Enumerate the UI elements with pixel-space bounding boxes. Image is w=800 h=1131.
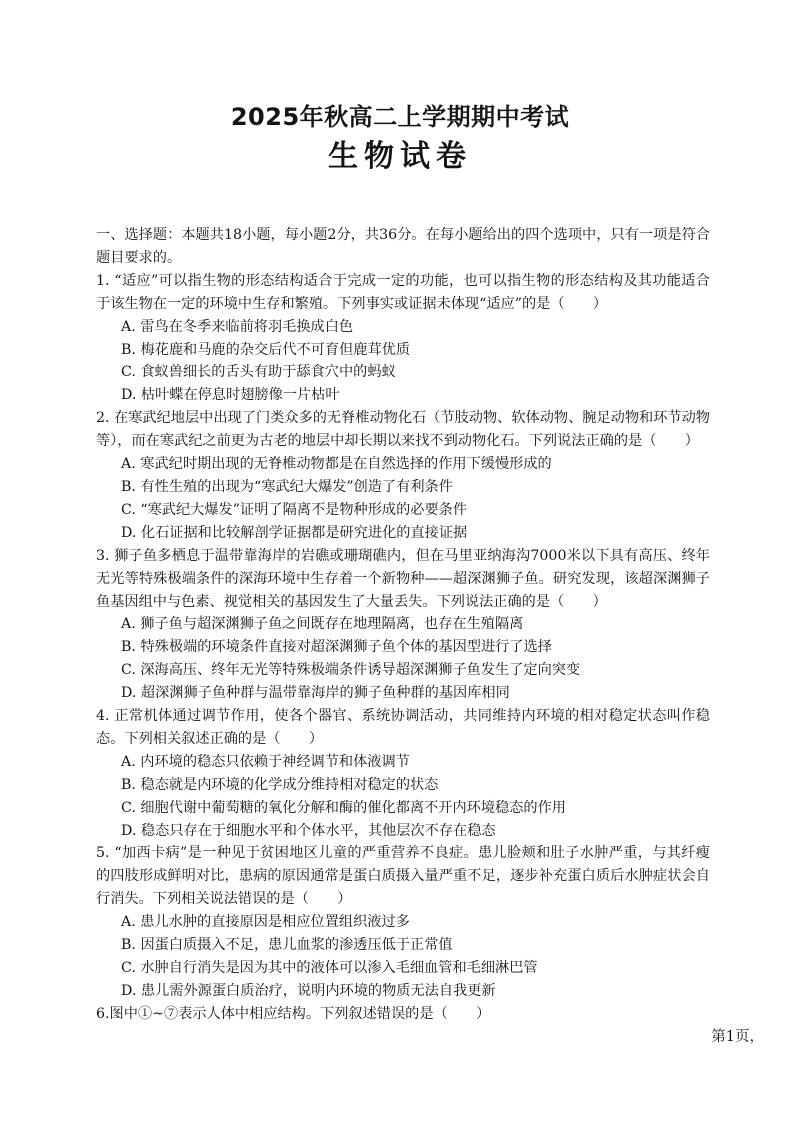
question-section [96, 224, 710, 1026]
question-stem: 3. 狮子鱼多栖息于温带靠海岸的岩礁或珊瑚礁内，但在马里亚纳海沟7000米以下具有高压、终年无光等特殊极端条件的深海环境中生存着一个新物种——超深渊狮子鱼。研究发现，该超深渊狮子鱼基因组中与色素、视觉相关的基因发生了大量丢失。下列说法正确的是（ ） [96, 547, 710, 610]
option-b: B. 有性生殖的出现为“寒武纪大爆发”创造了有利条件 [121, 478, 453, 495]
option-b: B. 特殊极端的环境条件直接对超深渊狮子鱼个体的基因型进行了选择 [121, 639, 552, 656]
option-a: A. 内环境的稳态只依赖于神经调节和体液调节 [121, 753, 410, 770]
option-c: C. “寒武纪大爆发”证明了隔离不是物种形成的必要条件 [121, 501, 468, 518]
option-a: A. 狮子鱼与超深渊狮子鱼之间既存在地理隔离，也存在生殖隔离 [121, 616, 524, 633]
question-stem: 1. “适应”可以指生物的形态结构适合于完成一定的功能，也可以指生物的形态结构及其功能适合于该生物在一定的环境中生存和繁殖。下列事实或证据未体现“适应”的是（ ） [96, 272, 710, 312]
option-c: C. 水肿自行消失是因为其中的液体可以渗入毛细血管和毛细淋巴管 [121, 960, 538, 976]
option-a: A. 患儿水肿的直接原因是相应位置组织液过多 [121, 914, 410, 931]
question-stem: 6.图中①~⑦表示人体中相应结构。下列叙述错误的是（ ） [96, 1005, 491, 1022]
option-d: D. 枯叶蝶在停息时翅膀像一片枯叶 [121, 387, 340, 404]
option-d: D. 稳态只存在于细胞水平和个体水平，其他层次不存在稳态 [121, 822, 496, 839]
page-number: 第1页， [711, 1029, 764, 1045]
option-b: B. 因蛋白质摄入不足，患儿血浆的渗透压低于正常值 [121, 937, 453, 954]
option-c: C. 深海高压、终年无光等特殊极端条件诱导超深渊狮子鱼发生了定向突变 [121, 662, 581, 679]
option-a: A. 寒武纪时期出现的无脊椎动物都是在自然选择的作用下缓慢形成的 [121, 456, 552, 473]
option-d: D. 患儿需外源蛋白质治疗，说明内环境的物质无法自我更新 [121, 982, 496, 999]
question-stem: 5. “加西卡病”是一种见于贫困地区儿童的严重营养不良症。患儿脸颊和肚子水肿严重，与其纤瘦的四肢形成鲜明对比，患病的原因通常是蛋白质摄入量严重不足，逐步补充蛋白质后水肿症状会自行消失。下列相关说法错误的是（ ） [96, 845, 710, 908]
option-d: D. 化石证据和比较解剖学证据都是研究进化的直接证据 [121, 524, 468, 541]
question-stem: 4. 正常机体通过调节作用，使各个器官、系统协调活动，共同维持内环境的相对稳定状态叫作稳态。下列相关叙述正确的是（ ） [96, 708, 710, 747]
option-c: C. 细胞代谢中葡萄糖的氧化分解和酶的催化都离不开内环境稳态的作用 [121, 799, 566, 816]
section-intro: 一、选择题：本题共18小题，每小题2分，共36分。在每小题给出的四个选项中，只有一项是符合题目要求的。 [96, 227, 710, 266]
question-stem: 2. 在寒武纪地层中出现了门类众多的无脊椎动物化石（节肢动物、软体动物、腕足动物和环节动物等），而在寒武纪之前更为古老的地层中却长期以来找不到动物化石。下列说法正确的是（ ） [96, 410, 710, 450]
option-c: C. 食蚁兽细长的舌头有助于舔食穴中的蚂蚁 [121, 364, 396, 381]
subject-title: 生物试卷 [328, 139, 472, 174]
option-d: D. 超深渊狮子鱼种群与温带靠海岸的狮子鱼种群的基因库相同 [121, 685, 510, 702]
option-b: B. 稳态就是内环境的化学成分维持相对稳定的状态 [121, 776, 439, 793]
exam-title: 2025年秋高二上学期期中考试 [230, 103, 570, 131]
option-a: A. 雷鸟在冬季来临前将羽毛换成白色 [121, 318, 354, 335]
option-b: B. 梅花鹿和马鹿的杂交后代不可育但鹿茸优质 [121, 341, 411, 358]
